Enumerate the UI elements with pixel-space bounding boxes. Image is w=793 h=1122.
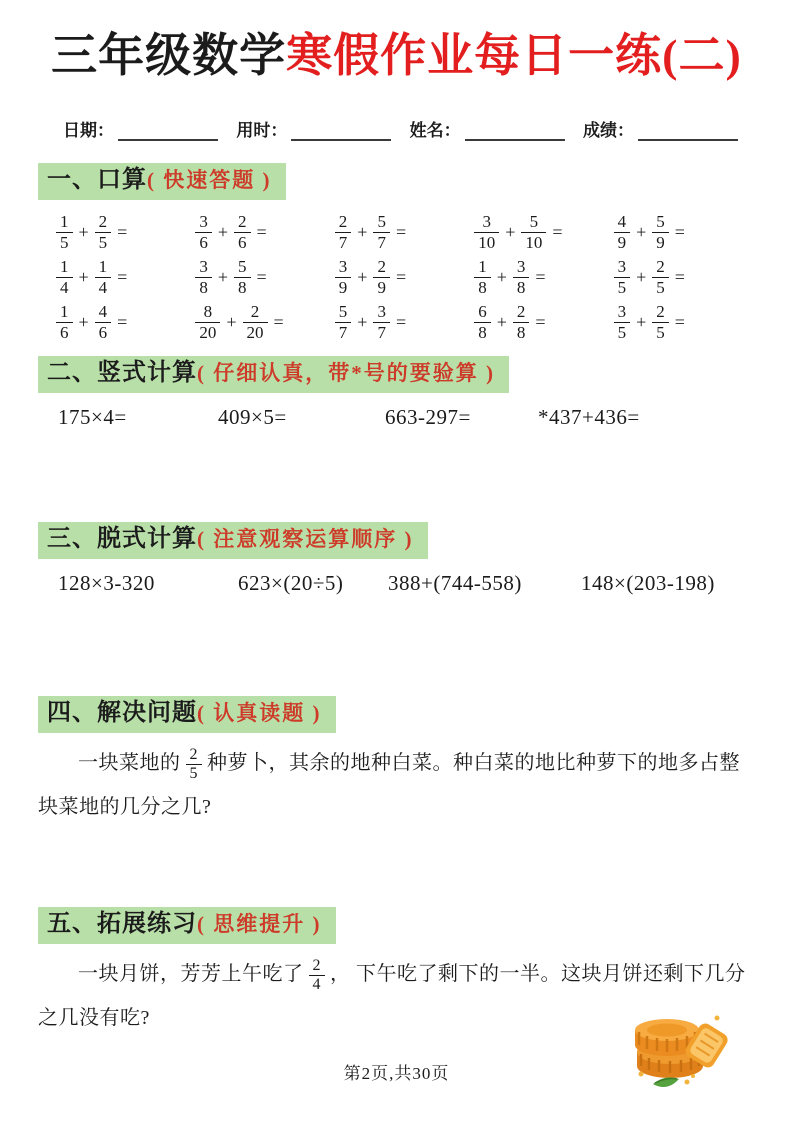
page-footer: 第2页,共30页	[343, 1064, 450, 1083]
oral-problem	[614, 212, 753, 252]
section-word-problem-heading: 四、解决问题	[47, 700, 197, 726]
section-word-problem	[0, 696, 793, 907]
fraction-numerator: 2	[186, 747, 203, 765]
fraction-denominator: 5	[189, 764, 198, 782]
plus-operator: +	[505, 221, 516, 242]
fraction-denominator: 20	[199, 322, 217, 342]
fraction	[95, 213, 112, 252]
equals-sign: =	[117, 266, 128, 287]
fraction-numerator: 2	[652, 258, 669, 278]
fraction-denominator: 5	[617, 277, 627, 297]
fraction	[95, 303, 112, 342]
title-black-part: 三年级数学	[51, 30, 287, 81]
field-date	[63, 116, 218, 141]
fraction	[335, 258, 352, 297]
fraction-numerator: 2	[373, 258, 390, 278]
fraction-numerator: 2	[243, 303, 268, 323]
calc-problem: 623×(20÷5)	[238, 571, 344, 595]
fraction-numerator: 3	[373, 303, 390, 323]
fraction	[335, 213, 352, 252]
plus-operator: +	[357, 266, 368, 287]
fraction-numerator: 8	[195, 303, 220, 323]
fraction-denominator: 6	[98, 322, 108, 342]
plus-operator: +	[496, 311, 507, 332]
fraction-numerator: 2	[652, 303, 669, 323]
plus-operator: +	[496, 266, 507, 287]
fraction-numerator: 3	[195, 213, 212, 233]
fraction-numerator: 4	[95, 303, 112, 323]
fraction-numerator: 1	[56, 213, 73, 233]
fraction	[56, 258, 73, 297]
equals-sign: =	[395, 221, 407, 242]
plus-operator: +	[217, 221, 229, 242]
word-problem-text-before: 一块菜地的	[78, 752, 181, 774]
fraction-numerator: 3	[335, 258, 352, 278]
oral-problem	[335, 257, 474, 297]
fraction	[56, 303, 73, 342]
section-word-problem-header	[38, 696, 336, 733]
plus-operator: +	[636, 311, 647, 332]
fraction-denominator: 8	[238, 277, 247, 297]
plus-operator: +	[357, 221, 368, 242]
oral-problem	[56, 302, 195, 342]
section-vertical-header	[38, 356, 509, 393]
fraction	[474, 213, 499, 252]
calc-problem: 148×(203-198)	[581, 571, 715, 595]
fraction-denominator: 9	[377, 277, 386, 297]
equals-sign: =	[273, 311, 284, 332]
name-blank-line	[465, 124, 565, 141]
plus-operator: +	[78, 266, 89, 287]
section-vertical-heading: 二、竖式计算	[47, 360, 197, 386]
fraction	[195, 213, 212, 252]
fraction	[195, 258, 212, 297]
fraction-denominator: 6	[60, 322, 69, 342]
fraction	[309, 958, 326, 993]
fraction-numerator: 5	[234, 258, 251, 278]
fraction	[195, 303, 220, 342]
plus-operator: +	[78, 221, 89, 242]
equals-sign: =	[674, 221, 685, 242]
section-stepwise	[0, 522, 793, 696]
extension-text-before: 一块月饼，芳芳上午吃了	[78, 963, 304, 985]
fraction	[234, 258, 251, 297]
oral-problem	[474, 212, 613, 252]
fraction-denominator: 10	[525, 232, 543, 252]
fraction-numerator: 1	[56, 303, 73, 323]
fraction-numerator: 1	[474, 258, 491, 278]
equals-sign: =	[117, 221, 128, 242]
fraction-numerator: 2	[309, 958, 326, 976]
field-score	[583, 116, 738, 141]
fraction-numerator: 5	[335, 303, 352, 323]
fraction-denominator: 6	[199, 232, 208, 252]
section-vertical	[0, 356, 793, 522]
header-fields	[63, 116, 738, 141]
fraction	[614, 213, 631, 252]
field-score-label: 成绩：	[582, 121, 634, 140]
fraction	[373, 303, 390, 342]
oral-problem	[56, 257, 195, 297]
oral-problem	[614, 257, 753, 297]
fraction-numerator: 3	[614, 258, 631, 278]
fraction-numerator: 4	[614, 213, 631, 233]
fraction-numerator: 5	[652, 213, 669, 233]
time-blank-line	[291, 124, 391, 141]
fraction-numerator: 3	[513, 258, 530, 278]
work-space	[0, 829, 793, 907]
fraction	[474, 303, 491, 342]
equals-sign: =	[674, 311, 685, 332]
section-vertical-hint: ( 仔细认真，带*号的要验算 )	[197, 361, 495, 385]
fraction-denominator: 7	[338, 232, 348, 252]
section-stepwise-hint: ( 注意观察运算顺序 )	[197, 527, 414, 551]
fraction	[56, 213, 73, 252]
plus-operator: +	[217, 266, 229, 287]
equals-sign: =	[395, 311, 407, 332]
equals-sign: =	[674, 266, 685, 287]
fraction-numerator: 1	[95, 258, 112, 278]
section-oral-hint: ( 快速答题 )	[147, 168, 272, 192]
fraction-numerator: 2	[234, 213, 251, 233]
work-space	[0, 430, 793, 522]
equals-sign: =	[117, 311, 128, 332]
oral-problem	[195, 257, 334, 297]
calc-problem: 175×4=	[58, 405, 127, 429]
fraction-denominator: 5	[60, 232, 69, 252]
fraction-denominator: 8	[199, 277, 208, 297]
oral-problem	[335, 302, 474, 342]
fraction-denominator: 8	[516, 277, 526, 297]
fraction-denominator: 5	[656, 277, 665, 297]
fraction	[614, 303, 631, 342]
fraction-denominator: 9	[617, 232, 627, 252]
fraction	[652, 213, 669, 252]
field-name	[410, 116, 565, 141]
section-extension-heading: 五、拓展练习	[47, 911, 197, 937]
fraction-denominator: 5	[98, 232, 108, 252]
vertical-problems	[58, 405, 793, 430]
section-oral	[0, 163, 793, 342]
fraction-denominator: 7	[377, 232, 386, 252]
section-word-problem-hint: ( 认真读题 )	[197, 701, 322, 725]
fraction-denominator: 10	[478, 232, 496, 252]
fraction-numerator: 3	[195, 258, 212, 278]
fraction	[95, 258, 112, 297]
fraction-numerator: 3	[474, 213, 499, 233]
fraction-denominator: 9	[656, 232, 665, 252]
fraction	[243, 303, 268, 342]
date-blank-line	[118, 124, 218, 141]
fraction	[186, 747, 203, 782]
oral-grid	[56, 212, 753, 342]
mooncake-illustration	[627, 996, 731, 1096]
fraction-denominator: 9	[338, 277, 348, 297]
fraction	[474, 258, 491, 297]
fraction-denominator: 6	[238, 232, 247, 252]
fraction-numerator: 2	[335, 213, 352, 233]
plus-operator: +	[636, 221, 647, 242]
equals-sign: =	[535, 266, 546, 287]
fraction-numerator: 2	[95, 213, 112, 233]
extension-text-after: ， 下午吃了剩下的一半。这块月饼还剩下几分之几没有吃?	[38, 963, 746, 1029]
score-blank-line	[638, 124, 738, 141]
fraction	[234, 213, 251, 252]
fraction	[521, 213, 546, 252]
fraction-denominator: 4	[98, 277, 108, 297]
oral-problem	[335, 212, 474, 252]
fraction-numerator: 5	[373, 213, 390, 233]
oral-problem	[195, 302, 334, 342]
plus-operator: +	[357, 311, 368, 332]
fraction-denominator: 4	[60, 277, 69, 297]
section-stepwise-header	[38, 522, 428, 559]
section-extension-hint: ( 思维提升 )	[197, 912, 322, 936]
fraction-denominator: 20	[246, 322, 264, 342]
plus-operator: +	[226, 311, 237, 332]
fraction	[652, 303, 669, 342]
section-extension-header	[38, 907, 336, 944]
page-title	[0, 26, 793, 86]
equals-sign: =	[535, 311, 546, 332]
fraction-denominator: 8	[478, 277, 487, 297]
stepwise-problems	[58, 571, 793, 596]
word-problem-text	[38, 741, 755, 829]
field-date-label: 日期：	[63, 121, 114, 140]
fraction-denominator: 7	[338, 322, 348, 342]
fraction	[373, 213, 390, 252]
plus-operator: +	[636, 266, 647, 287]
oral-problem	[474, 302, 613, 342]
fraction-numerator: 1	[56, 258, 73, 278]
fraction-denominator: 5	[617, 322, 627, 342]
fraction-denominator: 7	[377, 322, 386, 342]
work-space	[0, 596, 793, 696]
equals-sign: =	[552, 221, 563, 242]
fraction	[652, 258, 669, 297]
equals-sign: =	[395, 266, 407, 287]
calc-problem: 388+(744-558)	[388, 571, 522, 595]
fraction	[513, 258, 530, 297]
section-stepwise-heading: 三、脱式计算	[47, 526, 197, 552]
equals-sign: =	[256, 266, 267, 287]
fraction-numerator: 3	[614, 303, 631, 323]
oral-problem	[195, 212, 334, 252]
section-oral-header	[38, 163, 286, 200]
calc-problem: 128×3-320	[58, 571, 155, 595]
field-name-label: 姓名：	[409, 121, 461, 140]
fraction-numerator: 5	[521, 213, 546, 233]
section-oral-heading: 一、口算	[47, 167, 147, 193]
fraction-numerator: 6	[474, 303, 491, 323]
word-problem-text-after: 种萝卜，其余的地种白菜。种白菜的地比种萝下的地多占整块菜地的几分之几?	[38, 752, 740, 818]
fraction	[614, 258, 631, 297]
oral-problem	[614, 302, 753, 342]
fraction-numerator: 2	[513, 303, 530, 323]
field-time-label: 用时：	[236, 121, 288, 140]
fraction	[335, 303, 352, 342]
calc-problem: 663-297=	[385, 405, 471, 429]
title-red-part: 寒假作业每日一练(二)	[286, 30, 742, 81]
calc-problem: 409×5=	[218, 405, 287, 429]
fraction-denominator: 4	[312, 975, 321, 993]
equals-sign: =	[256, 221, 267, 242]
fraction-denominator: 5	[656, 322, 665, 342]
fraction-denominator: 8	[516, 322, 526, 342]
plus-operator: +	[78, 311, 89, 332]
oral-problem	[474, 257, 613, 297]
calc-problem: *437+436=	[538, 405, 640, 429]
fraction	[513, 303, 530, 342]
fraction	[373, 258, 390, 297]
field-time	[236, 116, 391, 141]
fraction-denominator: 8	[478, 322, 487, 342]
oral-problem	[56, 212, 195, 252]
